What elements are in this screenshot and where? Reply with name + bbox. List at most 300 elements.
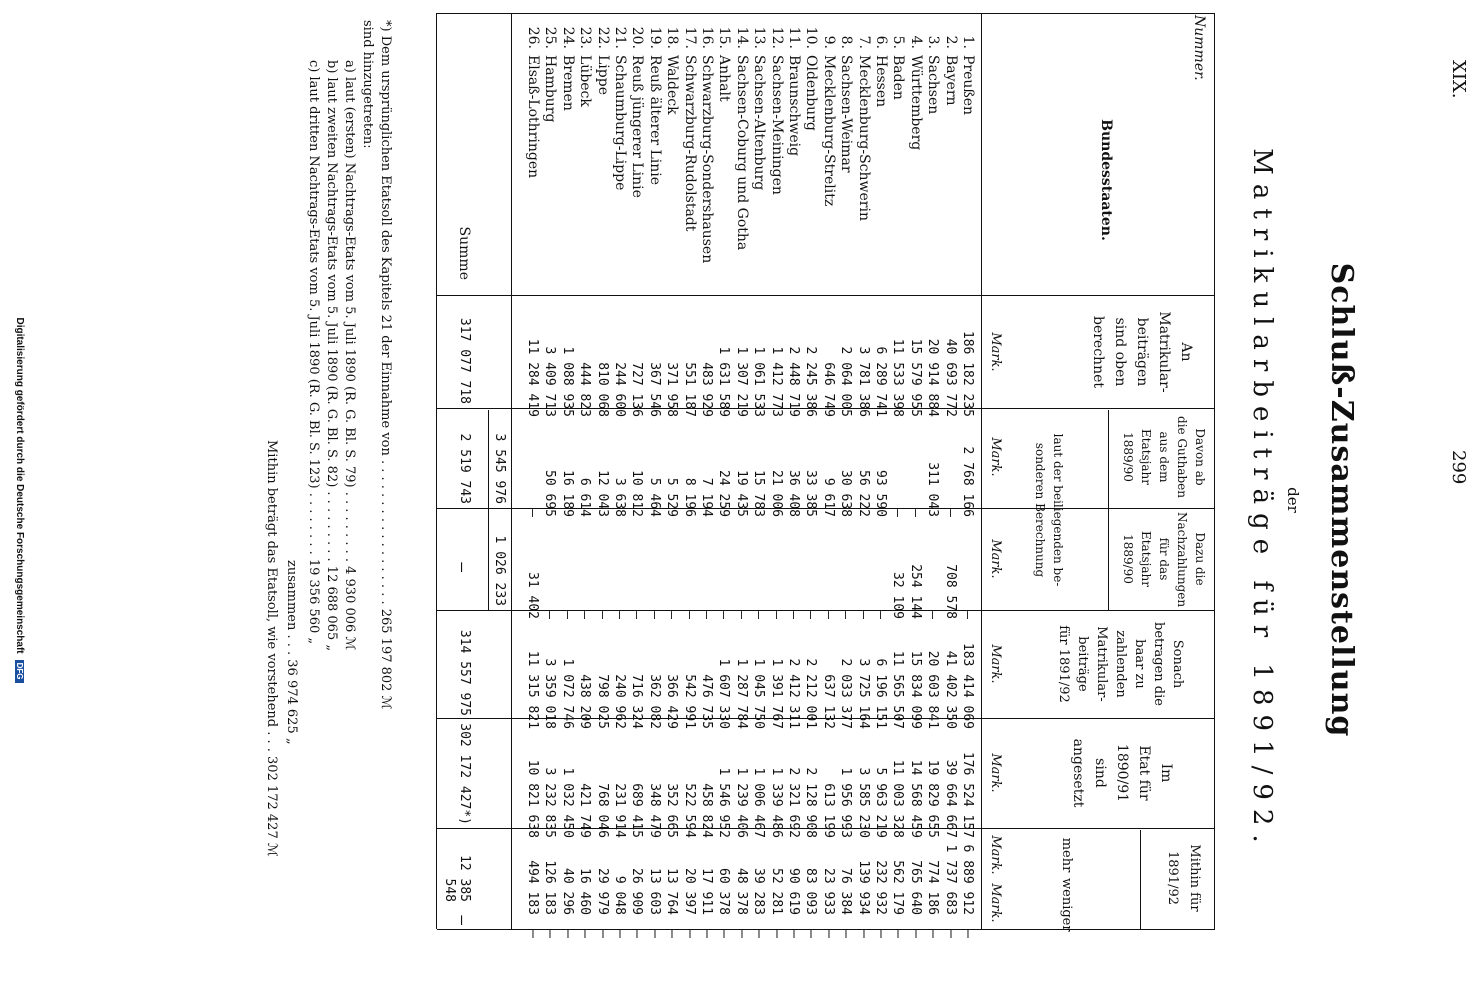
header-col4: Sonach betragen die baar zu zahlenden Matrikular- beiträge für 1891/92: [1056, 622, 1185, 706]
cell-etat: 19 829 655: [925, 759, 941, 838]
unit-col3: Mark.: [988, 539, 1003, 579]
cell-etat: 1 032 450: [559, 767, 575, 838]
header-col6-rule: [1140, 830, 1141, 929]
header-col3: Dazu die Nachzahlungen für das Etatsjahr 1889/90: [1121, 512, 1207, 608]
cell-weniger: —: [855, 929, 872, 938]
cell-baar: 637 132: [820, 674, 836, 729]
row-number: 19.: [646, 26, 663, 49]
row-state-name: Reuß älterer Linie: [646, 55, 663, 186]
cell-baar: 362 082: [646, 674, 662, 729]
cell-matrikular: 1 061 533: [751, 346, 767, 417]
total-baar: 314 557 975: [457, 629, 472, 716]
row-state-name: Bayern: [942, 55, 959, 106]
cell-nachzahlungen: —: [873, 611, 888, 619]
cell-mehr: 9 048: [612, 875, 627, 915]
cell-baar: 15 834 099: [907, 650, 923, 729]
cell-matrikular: 6 289 741: [873, 346, 888, 417]
table-row: [733, 13, 750, 938]
cell-mehr: 90 619: [786, 868, 801, 915]
total-mehr: 12 385 548: [442, 855, 472, 902]
cell-mehr: 232 932: [873, 860, 888, 915]
cell-guthaben: 93 590: [873, 470, 888, 517]
cell-baar: 2 412 311: [786, 658, 801, 729]
cell-matrikular: 2 064 005: [838, 346, 854, 417]
cell-nachzahlungen: 254 144: [907, 564, 923, 619]
row-state-name: Reuß jüngerer Linie: [629, 55, 646, 198]
cell-etat: 1 006 467: [751, 767, 767, 838]
cell-weniger: —: [612, 929, 628, 938]
table-row: [838, 13, 855, 938]
cell-mehr: 13 603: [646, 868, 662, 915]
table-row: [612, 13, 628, 938]
cell-etat: 5 963 219: [873, 767, 888, 838]
cell-baar: 1 607 330: [716, 658, 732, 729]
cell-matrikular: 3 409 713: [542, 346, 558, 417]
cell-weniger: —: [751, 929, 768, 938]
cell-matrikular: 2 245 386: [803, 346, 819, 417]
row-number: 16.: [699, 26, 715, 49]
cell-nachzahlungen: —: [646, 611, 662, 619]
cell-matrikular: 646 749: [820, 362, 836, 417]
cell-etat: 39 664 667: [942, 759, 958, 838]
cell-etat: 421 749: [577, 783, 593, 838]
footnote-mithin: Mithin beträgt das Etatsoll, wie vorstehend . . . 302 172 427 ℳ: [264, 440, 279, 857]
row-number: 23.: [577, 26, 594, 49]
cell-matrikular: 483 929: [699, 362, 714, 417]
row-number: 4.: [907, 35, 924, 49]
cell-baar: 476 735: [699, 674, 714, 729]
cell-matrikular: 3 781 386: [855, 346, 871, 417]
cell-mehr: 562 179: [890, 860, 906, 915]
cell-mehr: 48 378: [733, 868, 749, 915]
cell-guthaben: 15 783: [751, 470, 767, 517]
header-col23-common: laut der beiliegenden be- sonderen Berechnung: [1033, 433, 1065, 587]
table-row: [820, 13, 837, 938]
table-row: [751, 13, 768, 938]
cell-mehr: 1 737 683: [942, 844, 958, 915]
cell-mehr: 40 296: [559, 868, 575, 915]
row-number: 24.: [559, 26, 576, 49]
cell-etat: 231 914: [612, 783, 627, 838]
cell-mehr: 83 093: [803, 868, 819, 915]
cell-nachzahlungen: 31 402: [525, 572, 540, 619]
cell-nachzahlungen: —: [751, 611, 767, 619]
cell-etat: 458 824: [699, 783, 714, 838]
cell-mehr: 52 281: [768, 868, 784, 915]
cell-nachzahlungen: —: [699, 611, 714, 619]
cell-matrikular: 1 412 773: [768, 346, 784, 417]
footnote-b: b) laut zweiten Nachtrags-Etats vom 5. Juli 1890 (R. G. Bl. S. 82) . . . . . . . . . 12 688 065 „: [324, 60, 339, 652]
cell-guthaben: 50 695: [542, 470, 558, 517]
cell-baar: 366 429: [664, 674, 680, 729]
cell-etat: 10 821 638: [525, 759, 540, 838]
cell-etat: 1 546 952: [716, 767, 732, 838]
table-row: [890, 13, 907, 938]
table-row: [629, 13, 646, 938]
cell-matrikular: 1 088 935: [559, 346, 575, 417]
cell-nachzahlungen: 32 109: [890, 572, 906, 619]
cell-baar: 1 287 784: [733, 658, 749, 729]
cell-etat: 1 339 486: [768, 767, 784, 838]
rows-bottom-rule: [511, 13, 512, 929]
row-number: 6.: [873, 35, 889, 49]
cell-nachzahlungen: —: [838, 611, 854, 619]
row-state-name: Sachsen-Altenburg: [751, 55, 768, 191]
page-subtitle: Matrikularbeiträge für 1891/92.: [1247, 148, 1277, 852]
row-number: 7.: [855, 35, 872, 49]
cell-matrikular: 244 600: [612, 362, 627, 417]
row-number: 1.: [960, 35, 976, 49]
cell-baar: 183 414 069: [960, 642, 975, 729]
cell-etat: 768 046: [594, 783, 610, 838]
header-col6-weniger: weniger: [1059, 878, 1074, 932]
cell-guthaben: 8 196: [681, 477, 697, 517]
table-row: [699, 13, 715, 938]
row-state-name: Schwarzburg-Rudolstadt: [681, 55, 698, 232]
cell-nachzahlungen: —: [786, 611, 801, 619]
cell-weniger: —: [577, 929, 594, 938]
cell-etat: 2 128 908: [803, 767, 819, 838]
cell-guthaben: 5 529: [664, 477, 680, 517]
cell-baar: 798 025: [594, 674, 610, 729]
cell-matrikular: 810 068: [594, 362, 610, 417]
unit-col6-weniger: Mark.: [988, 883, 1003, 923]
cell-nachzahlungen: —: [960, 611, 975, 619]
cell-weniger: —: [525, 929, 541, 938]
cell-guthaben: —: [525, 509, 540, 517]
header-col1: An Matrikular- beiträgen sind oben berechnet: [1090, 311, 1194, 393]
cell-weniger: —: [768, 929, 785, 938]
table-row: [942, 13, 959, 938]
cell-baar: 11 565 507: [890, 650, 906, 729]
table-row: [768, 13, 785, 938]
header-col23-rule: [1108, 410, 1109, 610]
row-number: 13.: [751, 26, 768, 49]
row-state-name: Waldeck: [664, 55, 681, 115]
header-nummer: Nummer.: [1191, 15, 1207, 81]
cell-weniger: —: [594, 929, 611, 938]
cell-nachzahlungen: —: [612, 611, 627, 619]
total-label: Summe: [456, 226, 472, 280]
cell-guthaben: 12 043: [594, 470, 610, 517]
cell-baar: 1 391 767: [768, 658, 784, 729]
table-row: [542, 13, 559, 938]
unit-col6-mehr: Mark.: [988, 835, 1003, 875]
cell-mehr: 39 283: [751, 868, 767, 915]
cell-guthaben: 36 408: [786, 470, 801, 517]
cell-baar: 438 209: [577, 674, 593, 729]
table-row: [873, 13, 889, 938]
cell-guthaben: 21 006: [768, 470, 784, 517]
cell-baar: 2 033 377: [838, 658, 854, 729]
subtotal-rule: [488, 410, 489, 610]
page-roman-numeral: XIX.: [1448, 60, 1469, 99]
table-row: [803, 13, 820, 938]
cell-mehr: 60 378: [716, 868, 732, 915]
row-state-name: Sachsen-Coburg und Gotha: [733, 55, 750, 251]
cell-baar: 716 324: [629, 674, 645, 729]
cell-guthaben: 6 614: [577, 477, 593, 517]
cell-mehr: 23 933: [820, 868, 836, 915]
cell-guthaben: —: [942, 509, 958, 517]
cell-mehr: 16 460: [577, 868, 593, 915]
cell-baar: 240 962: [612, 674, 627, 729]
cell-guthaben: 56 222: [855, 470, 871, 517]
row-number: 9.: [820, 35, 837, 49]
cell-weniger: —: [925, 929, 942, 938]
subtotal-guthaben: 3 545 976: [492, 433, 507, 504]
cell-matrikular: 727 136: [629, 362, 645, 417]
cell-baar: 20 603 841: [925, 650, 941, 729]
cell-mehr: 17 911: [699, 868, 714, 915]
row-number: 11.: [786, 26, 802, 49]
row-state-name: Oldenburg: [803, 55, 820, 131]
cell-etat: 14 568 459: [907, 759, 923, 838]
cell-weniger: —: [559, 929, 576, 938]
cell-guthaben: 19 435: [733, 470, 749, 517]
cell-nachzahlungen: —: [768, 611, 784, 619]
cell-etat: 3 585 230: [855, 767, 871, 838]
cell-matrikular: 371 958: [664, 362, 680, 417]
table-bottom-rule: [436, 13, 437, 929]
cell-etat: 176 524 157: [960, 751, 975, 838]
cell-nachzahlungen: —: [925, 611, 941, 619]
cell-baar: 11 315 821: [525, 650, 540, 729]
cell-weniger: —: [890, 929, 907, 938]
header-bundesstaaten: Bundesstaaten.: [1098, 119, 1114, 241]
row-number: 18.: [664, 26, 681, 49]
cell-weniger: —: [838, 929, 855, 938]
header-col6-mehr: mehr: [1059, 837, 1074, 873]
cell-nachzahlungen: —: [733, 611, 749, 619]
cell-mehr: 774 186: [925, 860, 941, 915]
footnote-a: a) laut (ersten) Nachtrags-Etats vom 5. Juli 1890 (R. G. Bl. S. 79) . . . . . . . . . 4 930 006 ℳ: [342, 60, 357, 651]
row-state-name: Anhalt: [716, 55, 733, 102]
row-state-name: Elsaß-Lothringen: [525, 55, 541, 179]
cell-guthaben: —: [907, 509, 923, 517]
cell-etat: 689 415: [629, 783, 645, 838]
unit-col4: Mark.: [988, 644, 1003, 684]
cell-matrikular: 11 284 419: [525, 338, 540, 417]
cell-etat: 1 239 406: [733, 767, 749, 838]
cell-mehr: 494 183: [525, 860, 540, 915]
page-number: 299: [1448, 450, 1469, 485]
cell-baar: 1 045 750: [751, 658, 767, 729]
row-number: 10.: [803, 26, 820, 49]
cell-matrikular: 15 579 955: [907, 338, 923, 417]
cell-guthaben: 24 259: [716, 470, 732, 517]
row-state-name: Sachsen-Meiningen: [768, 55, 785, 195]
row-state-name: Sachsen: [925, 55, 942, 115]
cell-baar: 3 359 018: [542, 658, 558, 729]
table-row: [925, 13, 942, 938]
cell-matrikular: 20 914 884: [925, 338, 941, 417]
cell-weniger: —: [699, 929, 715, 938]
row-number: 5.: [890, 35, 907, 49]
cell-weniger: —: [960, 929, 976, 938]
table-row: [907, 13, 924, 938]
cell-nachzahlungen: —: [716, 611, 732, 619]
cell-weniger: —: [820, 929, 837, 938]
row-state-name: Braunschweig: [786, 55, 802, 157]
header-bottom-rule: [981, 13, 982, 929]
digitization-credit: Digitalisierung gefördert durch die Deutsche ForschungsgemeinschaftDFG: [14, 0, 25, 1000]
table-row: [716, 13, 733, 938]
cell-etat: 11 003 328: [890, 759, 906, 838]
cell-baar: 2 212 001: [803, 658, 819, 729]
table-row: [577, 13, 594, 938]
cell-nachzahlungen: —: [664, 611, 680, 619]
cell-baar: 6 196 151: [873, 658, 888, 729]
cell-matrikular: 551 187: [681, 362, 697, 417]
cell-weniger: —: [733, 929, 750, 938]
cell-nachzahlungen: —: [577, 611, 593, 619]
header-col2: Davon ab die Guthaben aus dem Etatsjahr 1889/90: [1121, 416, 1207, 498]
total-nachzahlungen: —: [453, 562, 472, 572]
row-state-name: Sachsen-Weimar: [838, 55, 855, 173]
row-number: 17.: [681, 26, 698, 49]
cell-etat: 1 956 993: [838, 767, 854, 838]
row-number: 15.: [716, 26, 733, 49]
cell-baar: 3 725 164: [855, 658, 871, 729]
cell-matrikular: 444 823: [577, 362, 593, 417]
row-state-name: Württemberg: [907, 55, 924, 151]
row-number: 14.: [733, 26, 750, 49]
title-article: der: [1284, 487, 1302, 513]
cell-guthaben: 311 043: [925, 462, 941, 517]
row-number: 2.: [942, 35, 959, 49]
cell-guthaben: 9 617: [820, 477, 836, 517]
table-row: [525, 13, 541, 938]
cell-etat: 352 665: [664, 783, 680, 838]
cell-weniger: —: [646, 929, 663, 938]
cell-matrikular: 2 448 719: [786, 346, 801, 417]
total-guthaben: 2 519 743: [457, 433, 472, 504]
row-state-name: Baden: [890, 55, 907, 100]
cell-guthaben: 30 638: [838, 470, 854, 517]
table-row: [594, 13, 611, 938]
cell-mehr: 126 183: [542, 860, 558, 915]
unit-col1: Mark.: [988, 332, 1003, 372]
table-row: [681, 13, 698, 938]
cell-nachzahlungen: —: [542, 611, 558, 619]
cell-weniger: —: [542, 929, 559, 938]
cell-matrikular: 11 533 398: [890, 338, 906, 417]
row-number: 26.: [525, 26, 541, 49]
row-state-name: Lübeck: [577, 55, 594, 107]
cell-weniger: —: [942, 929, 959, 938]
cell-weniger: —: [873, 929, 889, 938]
cell-weniger: —: [629, 929, 646, 938]
cell-etat: 3 232 835: [542, 767, 558, 838]
cell-mehr: 26 909: [629, 868, 645, 915]
cell-nachzahlungen: —: [629, 611, 645, 619]
cell-guthaben: 2 768 166: [960, 446, 975, 517]
cell-nachzahlungen: —: [803, 611, 819, 619]
table-row: [960, 13, 976, 938]
footnote-c: c) laut dritten Nachtrags-Etats vom 5. Juli 1890 (R. G. Bl. S. 123) . . . . . . . . 19 356 560 „: [306, 60, 321, 645]
row-number: 12.: [768, 26, 785, 49]
cell-mehr: 6 889 912: [960, 844, 975, 915]
cell-weniger: —: [681, 929, 698, 938]
cell-etat: 2 321 692: [786, 767, 801, 838]
cell-nachzahlungen: —: [681, 611, 697, 619]
table-row: [646, 13, 663, 938]
cell-nachzahlungen: —: [594, 611, 610, 619]
total-etat: 302 172 427*): [457, 723, 472, 825]
row-state-name: Bremen: [559, 55, 576, 111]
header-col6: Mithin für 1891/92: [1165, 844, 1202, 912]
cell-matrikular: 1 307 219: [733, 346, 749, 417]
cell-mehr: 20 397: [681, 868, 697, 915]
cell-matrikular: 40 693 772: [942, 338, 958, 417]
cell-baar: 41 402 350: [942, 650, 958, 729]
cell-mehr: 29 979: [594, 868, 610, 915]
header-col5: Im Etat für 1890/91 sind angesetzt: [1070, 738, 1174, 808]
row-state-name: Schaumburg-Lippe: [612, 55, 628, 191]
row-state-name: Mecklenburg-Schwerin: [855, 55, 872, 221]
cell-guthaben: 10 812: [629, 470, 645, 517]
cell-nachzahlungen: —: [559, 611, 575, 619]
cell-etat: 522 594: [681, 783, 697, 838]
row-state-name: Hessen: [873, 55, 889, 108]
row-state-name: Preußen: [960, 55, 976, 116]
table-row: [559, 13, 576, 938]
cell-mehr: 765 640: [907, 860, 923, 915]
page-title: Schluß-Zusammenstellung: [1324, 262, 1359, 738]
row-number: 21.: [612, 26, 628, 49]
footnote-zusammen: zusammen . . . 36 974 625 „: [284, 560, 299, 745]
cell-matrikular: 1 631 589: [716, 346, 732, 417]
cell-guthaben: 3 638: [612, 477, 627, 517]
cell-baar: 1 072 746: [559, 658, 575, 729]
cell-nachzahlungen: —: [855, 611, 871, 619]
cell-weniger: —: [664, 929, 681, 938]
cell-guthaben: 16 189: [559, 470, 575, 517]
cell-weniger: —: [716, 929, 733, 938]
table-row: [664, 13, 681, 938]
cell-nachzahlungen: —: [820, 611, 836, 619]
row-number: 22.: [594, 26, 611, 49]
cell-weniger: —: [907, 929, 924, 938]
table-row: [855, 13, 872, 938]
cell-mehr: 139 934: [855, 860, 871, 915]
cell-guthaben: 33 385: [803, 470, 819, 517]
cell-matrikular: 367 546: [646, 362, 662, 417]
table-top-rule: [1214, 13, 1215, 929]
row-state-name: Mecklenburg-Strelitz: [820, 55, 837, 207]
row-number: 20.: [629, 26, 646, 49]
footnote-line2: sind hinzugetreten:: [360, 20, 375, 149]
row-number: 25.: [542, 26, 559, 49]
row-state-name: Lippe: [594, 55, 611, 95]
cell-weniger: —: [803, 929, 820, 938]
cell-etat: 348 479: [646, 783, 662, 838]
row-number: 8.: [838, 35, 855, 49]
total-weniger: —: [453, 915, 472, 925]
row-state-name: Hamburg: [542, 55, 559, 123]
cell-mehr: 13 764: [664, 868, 680, 915]
cell-guthaben: 7 194: [699, 477, 714, 517]
cell-mehr: 76 384: [838, 868, 854, 915]
row-state-name: Schwarzburg-Sondershausen: [699, 55, 715, 264]
cell-nachzahlungen: 708 578: [942, 564, 958, 619]
row-number: 3.: [925, 35, 942, 49]
cell-baar: 542 991: [681, 674, 697, 729]
footnote-line1: *) Dem ursprünglichen Etatsoll des Kapitels 21 der Einnahme von . . . . . . . . . . . . . . . . . . 265 197 802 ℳ: [378, 20, 393, 710]
table-row: [786, 13, 802, 938]
cell-weniger: —: [786, 929, 802, 938]
